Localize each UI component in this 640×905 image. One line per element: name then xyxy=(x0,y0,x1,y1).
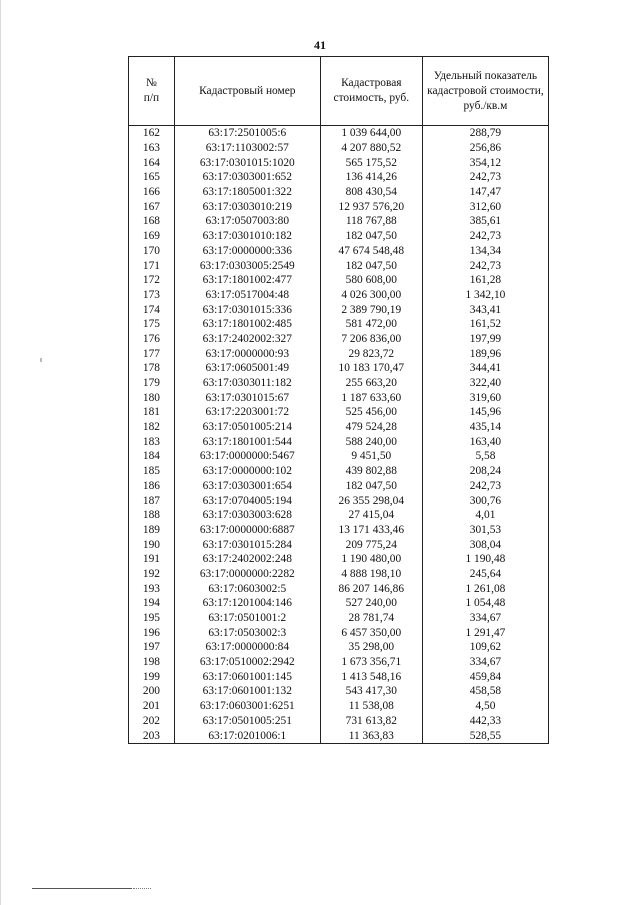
cell-index: 196 xyxy=(129,625,175,640)
header-specific-value-text: Удельный показатель кадастровой стоимости, руб./кв.м xyxy=(427,69,544,112)
header-index-line1: № xyxy=(145,77,157,89)
table-row xyxy=(129,625,549,640)
table-row xyxy=(129,126,549,141)
cell-index: 175 xyxy=(129,317,175,332)
table-row xyxy=(129,449,549,464)
table-body xyxy=(129,126,549,744)
cell-cadastral-value: 1 187 633,60 xyxy=(320,390,422,405)
cell-specific-value: 301,53 xyxy=(422,523,548,538)
cell-specific-value: 288,79 xyxy=(422,126,548,141)
table-row xyxy=(129,170,549,185)
cell-index: 166 xyxy=(129,185,175,200)
cell-cadastral-number: 63:17:2203001:72 xyxy=(174,405,320,420)
cell-specific-value: 319,60 xyxy=(422,390,548,405)
cell-cadastral-number: 63:17:0301015:336 xyxy=(174,302,320,317)
cell-specific-value: 1 261,08 xyxy=(422,581,548,596)
cell-specific-value: 458,58 xyxy=(422,684,548,699)
cell-specific-value: 528,55 xyxy=(422,728,548,743)
cell-index: 191 xyxy=(129,552,175,567)
cell-cadastral-number: 63:17:0000000:5467 xyxy=(174,449,320,464)
cell-specific-value: 354,12 xyxy=(422,155,548,170)
table-row xyxy=(129,567,549,582)
cell-index: 167 xyxy=(129,199,175,214)
cell-cadastral-number: 63:17:2402002:327 xyxy=(174,332,320,347)
cell-cadastral-value: 1 673 356,71 xyxy=(320,655,422,670)
cell-cadastral-number: 63:17:0601001:145 xyxy=(174,669,320,684)
cell-cadastral-number: 63:17:0510002:2942 xyxy=(174,655,320,670)
cell-cadastral-value: 28 781,74 xyxy=(320,611,422,626)
table-row xyxy=(129,640,549,655)
table-row xyxy=(129,508,549,523)
cell-specific-value: 322,40 xyxy=(422,376,548,391)
cell-index: 202 xyxy=(129,714,175,729)
cell-index: 182 xyxy=(129,420,175,435)
cell-cadastral-number: 63:17:1801002:477 xyxy=(174,273,320,288)
table-row xyxy=(129,155,549,170)
cell-cadastral-value: 1 190 480,00 xyxy=(320,552,422,567)
cell-cadastral-value: 4 026 300,00 xyxy=(320,288,422,303)
table-row xyxy=(129,552,549,567)
cell-specific-value: 435,14 xyxy=(422,420,548,435)
cell-cadastral-number: 63:17:0000000:102 xyxy=(174,464,320,479)
cell-specific-value: 161,28 xyxy=(422,273,548,288)
cell-specific-value: 242,73 xyxy=(422,479,548,494)
table-row xyxy=(129,714,549,729)
cell-cadastral-number: 63:17:0501001:2 xyxy=(174,611,320,626)
table-row xyxy=(129,185,549,200)
cell-cadastral-number: 63:17:0517004:48 xyxy=(174,288,320,303)
header-specific-value xyxy=(422,57,548,126)
table-row xyxy=(129,214,549,229)
cell-cadastral-value: 47 674 548,48 xyxy=(320,244,422,259)
scan-mark xyxy=(40,358,42,362)
cell-cadastral-number: 63:17:0501005:214 xyxy=(174,420,320,435)
cell-cadastral-number: 63:17:2501005:6 xyxy=(174,126,320,141)
table-row xyxy=(129,669,549,684)
footer-line xyxy=(32,888,132,889)
cell-cadastral-number: 63:17:0303005:2549 xyxy=(174,258,320,273)
cell-cadastral-value: 525 456,00 xyxy=(320,405,422,420)
cell-specific-value: 147,47 xyxy=(422,185,548,200)
cell-specific-value: 334,67 xyxy=(422,655,548,670)
cell-cadastral-number: 63:17:0000000:84 xyxy=(174,640,320,655)
table-row xyxy=(129,258,549,273)
cell-cadastral-number: 63:17:0303003:628 xyxy=(174,508,320,523)
cell-cadastral-value: 27 415,04 xyxy=(320,508,422,523)
cell-cadastral-value: 580 608,00 xyxy=(320,273,422,288)
cell-specific-value: 442,33 xyxy=(422,714,548,729)
cell-index: 181 xyxy=(129,405,175,420)
cell-cadastral-value: 136 414,26 xyxy=(320,170,422,185)
cell-cadastral-value: 731 613,82 xyxy=(320,714,422,729)
table-row xyxy=(129,464,549,479)
cell-index: 171 xyxy=(129,258,175,273)
cell-index: 189 xyxy=(129,523,175,538)
cell-cadastral-number: 63:17:0507003:80 xyxy=(174,214,320,229)
cell-cadastral-value: 6 457 350,00 xyxy=(320,625,422,640)
cell-cadastral-number: 63:17:0301015:284 xyxy=(174,537,320,552)
cell-cadastral-value: 1 413 548,16 xyxy=(320,669,422,684)
table-row xyxy=(129,229,549,244)
cell-specific-value: 308,04 xyxy=(422,537,548,552)
cell-cadastral-number: 63:17:0000000:2282 xyxy=(174,567,320,582)
cell-cadastral-number: 63:17:0605001:49 xyxy=(174,361,320,376)
cell-index: 165 xyxy=(129,170,175,185)
cell-cadastral-value: 565 175,52 xyxy=(320,155,422,170)
table-row xyxy=(129,244,549,259)
cell-index: 197 xyxy=(129,640,175,655)
table-row xyxy=(129,273,549,288)
cell-cadastral-value: 10 183 170,47 xyxy=(320,361,422,376)
table-row xyxy=(129,493,549,508)
cell-cadastral-value: 118 767,88 xyxy=(320,214,422,229)
cell-specific-value: 145,96 xyxy=(422,405,548,420)
cell-specific-value: 1 054,48 xyxy=(422,596,548,611)
cell-cadastral-value: 9 451,50 xyxy=(320,449,422,464)
cell-cadastral-value: 255 663,20 xyxy=(320,376,422,391)
cell-cadastral-number: 63:17:1801002:485 xyxy=(174,317,320,332)
cell-index: 177 xyxy=(129,346,175,361)
table-row xyxy=(129,611,549,626)
table-row xyxy=(129,479,549,494)
cell-cadastral-number: 63:17:0603002:5 xyxy=(174,581,320,596)
cell-cadastral-number: 63:17:0503002:3 xyxy=(174,625,320,640)
cell-index: 178 xyxy=(129,361,175,376)
cell-cadastral-number: 63:17:0303010:219 xyxy=(174,199,320,214)
cell-specific-value: 300,76 xyxy=(422,493,548,508)
cadastral-table xyxy=(128,56,549,744)
cell-index: 187 xyxy=(129,493,175,508)
cell-cadastral-number: 63:17:1805001:322 xyxy=(174,185,320,200)
cell-cadastral-number: 63:17:0601001:132 xyxy=(174,684,320,699)
cell-cadastral-value: 182 047,50 xyxy=(320,229,422,244)
cell-specific-value: 197,99 xyxy=(422,332,548,347)
cell-specific-value: 344,41 xyxy=(422,361,548,376)
cell-cadastral-value: 182 047,50 xyxy=(320,258,422,273)
cell-cadastral-number: 63:17:0303001:652 xyxy=(174,170,320,185)
cell-index: 193 xyxy=(129,581,175,596)
cell-specific-value: 242,73 xyxy=(422,170,548,185)
cell-index: 163 xyxy=(129,141,175,156)
cell-index: 179 xyxy=(129,376,175,391)
table-row xyxy=(129,141,549,156)
cell-cadastral-value: 29 823,72 xyxy=(320,346,422,361)
cell-cadastral-number: 63:17:0000000:336 xyxy=(174,244,320,259)
cell-cadastral-number: 63:17:2402002:248 xyxy=(174,552,320,567)
cell-specific-value: 1 342,10 xyxy=(422,288,548,303)
cell-specific-value: 4,50 xyxy=(422,699,548,714)
cell-index: 200 xyxy=(129,684,175,699)
cell-cadastral-number: 63:17:0501005:251 xyxy=(174,714,320,729)
cell-cadastral-value: 13 171 433,46 xyxy=(320,523,422,538)
cell-specific-value: 385,61 xyxy=(422,214,548,229)
table-row xyxy=(129,581,549,596)
cell-index: 174 xyxy=(129,302,175,317)
cell-index: 164 xyxy=(129,155,175,170)
cell-specific-value: 459,84 xyxy=(422,669,548,684)
cell-cadastral-number: 63:17:1201004:146 xyxy=(174,596,320,611)
cell-index: 188 xyxy=(129,508,175,523)
cell-specific-value: 134,34 xyxy=(422,244,548,259)
cell-cadastral-value: 11 363,83 xyxy=(320,728,422,743)
table-row xyxy=(129,537,549,552)
table-row xyxy=(129,361,549,376)
table-row xyxy=(129,317,549,332)
cell-specific-value: 343,41 xyxy=(422,302,548,317)
table-header-row xyxy=(129,57,549,126)
cell-cadastral-value: 182 047,50 xyxy=(320,479,422,494)
cell-cadastral-value: 11 538,08 xyxy=(320,699,422,714)
cell-cadastral-value: 479 524,28 xyxy=(320,420,422,435)
header-index xyxy=(129,57,175,126)
cell-cadastral-number: 63:17:1103002:57 xyxy=(174,141,320,156)
page-edge-shadow xyxy=(0,0,1,905)
cell-cadastral-value: 4 207 880,52 xyxy=(320,141,422,156)
cell-cadastral-number: 63:17:0301015:67 xyxy=(174,390,320,405)
cell-index: 176 xyxy=(129,332,175,347)
cell-specific-value: 1 291,47 xyxy=(422,625,548,640)
cell-index: 199 xyxy=(129,669,175,684)
cell-cadastral-value: 7 206 836,00 xyxy=(320,332,422,347)
cell-cadastral-value: 26 355 298,04 xyxy=(320,493,422,508)
cell-index: 184 xyxy=(129,449,175,464)
cell-specific-value: 161,52 xyxy=(422,317,548,332)
header-cadastral-value xyxy=(320,57,422,126)
header-cadastral-number-text: Кадастровый номер xyxy=(199,84,296,97)
cell-index: 198 xyxy=(129,655,175,670)
header-index-line2: п/п xyxy=(143,92,160,104)
table-row xyxy=(129,288,549,303)
table-row xyxy=(129,684,549,699)
cell-index: 172 xyxy=(129,273,175,288)
table-row xyxy=(129,420,549,435)
cell-cadastral-number: 63:17:0000000:93 xyxy=(174,346,320,361)
cell-cadastral-value: 581 472,00 xyxy=(320,317,422,332)
cell-specific-value: 242,73 xyxy=(422,258,548,273)
table-row xyxy=(129,390,549,405)
cell-index: 186 xyxy=(129,479,175,494)
cell-specific-value: 208,24 xyxy=(422,464,548,479)
cell-cadastral-value: 808 430,54 xyxy=(320,185,422,200)
cell-index: 192 xyxy=(129,567,175,582)
cell-cadastral-value: 439 802,88 xyxy=(320,464,422,479)
cell-cadastral-number: 63:17:0000000:6887 xyxy=(174,523,320,538)
cell-specific-value: 5,58 xyxy=(422,449,548,464)
header-cadastral-value-line2: стоимость, руб. xyxy=(333,92,410,104)
cell-index: 190 xyxy=(129,537,175,552)
table-row xyxy=(129,376,549,391)
cell-cadastral-number: 63:17:0303001:654 xyxy=(174,479,320,494)
table-row xyxy=(129,434,549,449)
cell-specific-value: 312,60 xyxy=(422,199,548,214)
cell-cadastral-number: 63:17:0704005:194 xyxy=(174,493,320,508)
cell-index: 170 xyxy=(129,244,175,259)
table-row xyxy=(129,302,549,317)
cell-index: 194 xyxy=(129,596,175,611)
cell-cadastral-value: 86 207 146,86 xyxy=(320,581,422,596)
cell-index: 180 xyxy=(129,390,175,405)
table-row xyxy=(129,332,549,347)
cell-index: 201 xyxy=(129,699,175,714)
cell-cadastral-number: 63:17:0303011:182 xyxy=(174,376,320,391)
table-row xyxy=(129,655,549,670)
cell-cadastral-number: 63:17:0603001:6251 xyxy=(174,699,320,714)
cell-index: 195 xyxy=(129,611,175,626)
cell-cadastral-number: 63:17:1801001:544 xyxy=(174,434,320,449)
cell-specific-value: 1 190,48 xyxy=(422,552,548,567)
page-number: 41 xyxy=(314,38,326,52)
table-row xyxy=(129,699,549,714)
cell-cadastral-number: 63:17:0301010:182 xyxy=(174,229,320,244)
cell-index: 169 xyxy=(129,229,175,244)
table-row xyxy=(129,596,549,611)
header-cadastral-value-line1: Кадастровая xyxy=(341,77,402,89)
cell-specific-value: 4,01 xyxy=(422,508,548,523)
cell-cadastral-number: 63:17:0201006:1 xyxy=(174,728,320,743)
cell-specific-value: 109,62 xyxy=(422,640,548,655)
cell-cadastral-value: 588 240,00 xyxy=(320,434,422,449)
cell-cadastral-value: 209 775,24 xyxy=(320,537,422,552)
cell-cadastral-value: 4 888 198,10 xyxy=(320,567,422,582)
cell-cadastral-value: 1 039 644,00 xyxy=(320,126,422,141)
cell-index: 162 xyxy=(129,126,175,141)
cell-specific-value: 189,96 xyxy=(422,346,548,361)
cell-cadastral-value: 12 937 576,20 xyxy=(320,199,422,214)
table-row xyxy=(129,199,549,214)
cell-specific-value: 256,86 xyxy=(422,141,548,156)
cell-index: 168 xyxy=(129,214,175,229)
header-cadastral-number xyxy=(174,57,320,126)
cell-cadastral-value: 35 298,00 xyxy=(320,640,422,655)
table-row xyxy=(129,405,549,420)
table-row xyxy=(129,346,549,361)
cell-index: 185 xyxy=(129,464,175,479)
table-row xyxy=(129,523,549,538)
cell-index: 173 xyxy=(129,288,175,303)
cell-specific-value: 242,73 xyxy=(422,229,548,244)
cell-cadastral-value: 543 417,30 xyxy=(320,684,422,699)
cell-cadastral-value: 527 240,00 xyxy=(320,596,422,611)
cell-index: 203 xyxy=(129,728,175,743)
cell-specific-value: 245,64 xyxy=(422,567,548,582)
cell-specific-value: 163,40 xyxy=(422,434,548,449)
cell-specific-value: 334,67 xyxy=(422,611,548,626)
footer-dotted-line xyxy=(133,888,151,889)
table-row xyxy=(129,728,549,743)
cell-index: 183 xyxy=(129,434,175,449)
cell-cadastral-value: 2 389 790,19 xyxy=(320,302,422,317)
cell-cadastral-number: 63:17:0301015:1020 xyxy=(174,155,320,170)
